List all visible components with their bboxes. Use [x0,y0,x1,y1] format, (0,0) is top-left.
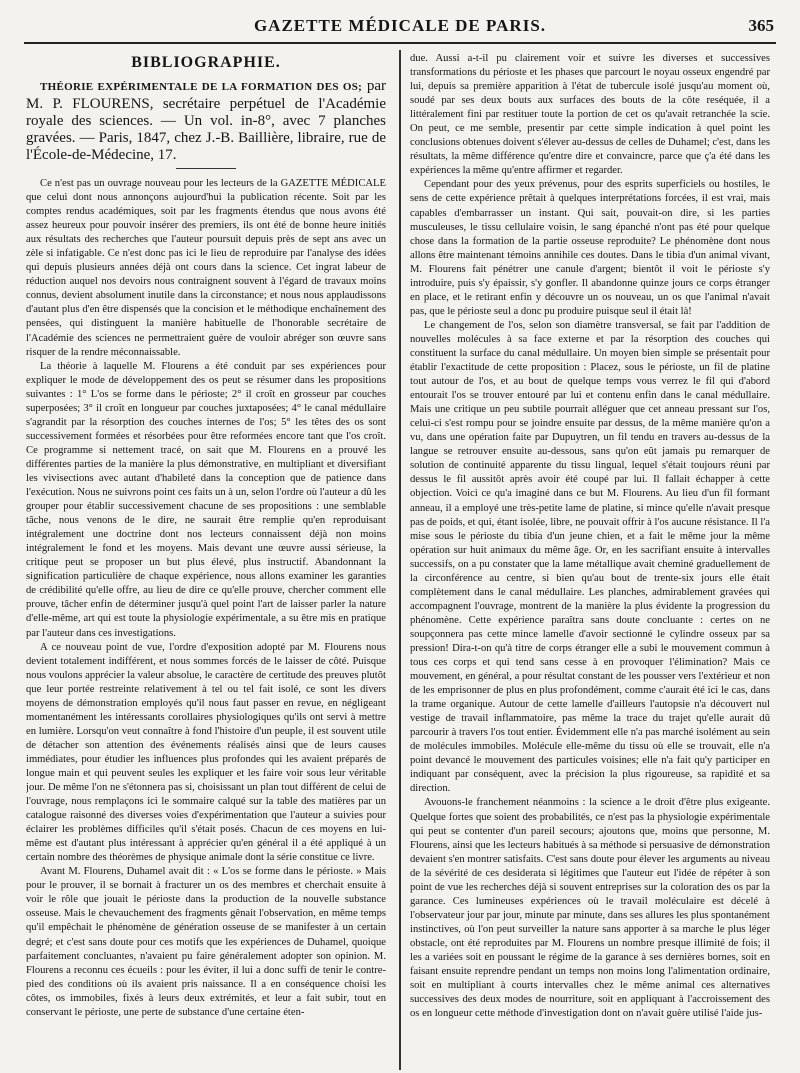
book-title: THÉORIE EXPÉRIMENTALE DE LA FORMATION DES OS; [40,81,363,93]
paragraph: A ce nouveau point de vue, l'ordre d'exposition adopté par M. Flourens nous devient totalement indifférent, et nous sommes forcés de le laisser de côté. Puisque nous voulons apprécier la valeur absolue, le caractère de certitude des preuves plutôt que leur portée restreinte relativement à tel ou tel fait isolé, ce sont les divers moyens de démonstration employés qu'il nous faut passer en revue, en négligeant momentanément les intéressants corollaires physiologiques qu'ils ont servi à mettre en lumière. Lorsqu'on veut connaître à fond l'histoire d'un peuple, il est souvent utile de détacher son attention des événements réalisés ainsi que de leurs causes immédiates, pour étudier les influences plus profondes qui les avaient préparés de longue main et qui peuvent seules les expliquer et les faire voir sous leur véritable jour. De même l'on ne s'étonnera pas si, choisissant un plan tout différent de celui de l'ouvrage, nous remplaçons ici le sommaire calqué sur la table des matières par un catalogue raisonné des diverses voies d'expérimentation que l'auteur a suivies pour éclairer les problèmes difficiles qu'il s'était posés. Chacun de ces moyens en lui-même est d'autant plus intéressant à apprécier qu'en général il a été appliqué à un certain nombre des théorèmes de physique animale dont la série constitue ce livre. [26,641,386,864]
separator [176,168,236,169]
paragraph: Le changement de l'os, selon son diamètre transversal, se fait par l'addition de nouvelles molécules à sa face externe et par la résorption des couches qui constituent la surface du canal médullaire. Un moyen bien simple se présentait pour établir l'exactitude de cette proposition : Placez, sous le périoste, un fil de platine tout autour de l'os, et au bout de quelque temps vous verrez le fil qui d'abord entourait l'os se trouver entouré par lui et contenu enfin dans le canal médullaire. Mais une critique un peu subtile pourrait alléguer que cet anneau pressant sur l'os, celui-ci s'est rompu pour se joindre ensuite par dessus, de la même manière qu'on a vu, dans une opération faite par Dupuytren, un fil tendu en travers au-dessus de la langue se retrouver ensuite au-dessous, sans qu'on eût jamais pu remarquer de solution de continuité apparente du tissu lingual, lequel s'était toujours réuni par dessus le fil aussitôt après avoir été coupé par lui. Il fallait échapper à cette objection. Voici ce qu'a imaginé dans ce but M. Flourens. Au lieu d'un fil formant anneau, il a employé une très-petite lame de platine, si mince qu'elle n'avait presque pas de poids, et qui, étant isolée, libre, ne pouvait offrir à l'os aucune résistance. Il l'a mise sous le périoste du tibia d'un jeune chien, et a fait le même jour la même opération sur huit animaux du même âge. Or, en les sacrifiant ensuite à intervalles successifs, on a pu constater que la lame métallique avait cheminé graduellement de la circonférence au centre, si bien qu'au bout de trente-six jours elle était complètement dans le canal médullaire. Les planches, admirablement gravées qui accompagnent l'ouvrage, montrent de la manière la plus évidente la progression du phénomène. Cette expérience paraîtra sans doute concluante : certes on ne soupçonnera pas cette mince lamelle d'avoir sectionné le cylindre osseux par sa pression! Dira-t-on qu'à titre de corps étranger elle a subi le mouvement commun à tous ces corps et qui tend sans cesse à en provoquer l'élimination? Mais ce mouvement, en général, a pour résultat constant de les pousser vers l'extérieur et non de les emprisonner de plus en plus profondément, comme c'aurait été ici le cas, dans la trame organique. Autour de cette lamelle d'ailleurs l'autopsie n'a découvert nul vestige de travail inflammatoire, pas même la trace du trajet qu'elle aurait dû parcourir à travers l'os tout entier. Évidemment elle n'a pas marché isolément au sein de molécules immobiles. Molécule elle-même du tissu où elle se trouvait, elle n'a point devancé le mouvement des particules voisines; elle n'a fait qu'y participer en indiquant par conséquent, avec la précision la plus rigoureuse, sa rapidité et sa direction. [410,319,770,795]
book-reference [26,78,386,164]
page-header [24,14,776,44]
page-number: 365 [748,16,774,35]
paragraph: Avant M. Flourens, Duhamel avait dit : « L'os se forme dans le périoste. » Mais pour le prouver, il se bornait à fracturer un os des membres et cherchait ensuite à voir le rôle que jouait le périoste dans la production de la nouvelle substance osseuse. Mais le chevauchement des fragments gênait l'observation, en même temps qu'il empêchait le phénomène de génération osseuse de se manifester à un certain degré; et c'est sans doute pour ces motifs que les expériences de Duhamel, quoique parfaitement concluantes, n'avaient pu faire généralement adopter son opinion. M. Flourens a reconnu ces écueils : pour les éviter, il lui a donc suffi de tenir le contre-pied des conditions où ils avaient pris naissance. Il a en conséquence choisi les côtes, os immobiles, fixés à leurs deux extrémités, et leur a fait subir, tout en conservant le périoste, une perte de substance d'une certaine éten- [26,866,386,1018]
right-column [410,52,770,1068]
running-title: GAZETTE MÉDICALE DE PARIS. [253,16,547,35]
left-column [26,52,386,1068]
paragraph: due. Aussi a-t-il pu clairement voir et suivre les diverses et successives transformations du périoste et les phases que parcourt le noyau osseux engendré par lui, depuis sa première apparition à l'état de tubercule isolé jusqu'au moment où, soudé par ses deux bouts aux surfaces des bouts de la côte reséquée, il a littéralement fini par restituer toute la portion de cet os qu'avait retranchée la scie. On peut, ce me semble, presentir par cette simple indication à quel point les conclusions obtenues doivent s'élever au-dessus de celles de Duhamel; c'est, dans les résultats, la même différence qu'entre dire et convaincre, parce que ç'a été dans les expériences la même qu'entre affirmer et regarder. [410,53,770,177]
column-rule [399,50,401,1070]
paragraph: La théorie à laquelle M. Flourens a été conduit par ses expériences pour expliquer le mode de développement des os peut se résumer dans les propositions suivantes : 1° L'os se forme dans le périoste; 2° il croît en grosseur par couches superposées; 3° il croît en longueur par couches juxtaposées; 4° le canal médullaire s'agrandit par la résorption des couches internes de l'os; 5° les têtes des os sont successivement formées et résorbées pour être reformées encore tant que l'os croît. Ce programme si nettement tracé, on sait que M. Flourens en a prouvé les différentes parties de la manière la plus démonstrative, en multipliant et diversifiant les vivisections avec autant d'habileté dans la conception que de patience dans l'exécution. Nous ne suivrons point ces faits un à un, selon l'ordre où l'auteur a dû les grouper pour établir successivement chacune de ses propositions : une semblable tâche, nous venons de le dire, ne saurait être remplie qu'en reproduisant intégralement une doctrine dont nos lecteurs connaissent déjà non moins intégralement le fond et les moyens. Mais devant une œuvre aussi sérieuse, la critique peut se proposer un but plus élevé, plus instructif. Abandonnant la signification particulière de chaque expérience, nous allons examiner les garanties de crédibilité qu'elle offre, au lieu de dire ce qu'elle prouve, chercher comment elle prouve, tâcher enfin de déterminer jusqu'à quel point l'art de laisser parler la nature d'elle-même, art qui est toute la physiologie expérimentale, a su être mis en pratique par l'auteur dans ces investigations. [26,360,386,639]
book-details: par M. P. FLOURENS, secrétaire perpétuel de l'Académie royale des sciences. — Un vol. in-8°, avec 7 planches gravées. — Paris, 1847, chez J.-B. Baillière, libraire, rue de l'École-de-Médecine, 17. [26,78,386,163]
paragraph: Cependant pour des yeux prévenus, pour des esprits superficiels ou hostiles, le sens de cette expérience prêtait à quelques interprétations forcées, il est vrai, mais capables d'embarrasser un instant. Qui sait, pouvait-on dire, si les parties musculeuses, le tissu cellulaire voisin, le sang épanché n'ont pas été pour quelque chose dans la formation de la partie osseuse reproduite? Le phénomène dont nous allons être maintenant témoins annihile ces doutes. Dans le tibia d'un animal vivant, M. Flourens fait pénétrer une canule d'argent; bientôt il voit le périoste s'y introduire, puis s'y épaissir, s'y gonfler. Il abandonne quinze jours ce corps étranger en place, et le retirant enfin y découvre un os nouveau, un os que l'animal n'avait pas, que le périoste seul a donc pu produire puisque seul il était là! [410,179,770,317]
paragraph: Ce n'est pas un ouvrage nouveau pour les lecteurs de la GAZETTE MÉDICALE que celui dont nous annonçons aujourd'hui la publication récente. Soit par les comptes rendus académiques, soit par les fragments étendus que nous avons été assez heureux pour pouvoir insérer des premiers, ils ont été de bonne heure initiés aux résultats des recherches que l'auteur poursuit depuis près de sept ans avec un zèle si infatigable. Ce n'est donc pas ici le lieu de reproduire par l'analyse des idées qui depuis plusieurs années déjà ont cours dans la science. Cet ingrat labeur de réduction auquel nos devoirs nous contraignent souvent à l'égard de travaux moins connus, devient absolument inutile dans la circonstance; et nous nous applaudissons d'autant plus d'en être dispensés que la concision et le méthodique enchaînement des pensées, qui distinguent la manière habituelle de l'honorable secrétaire de l'Académie des sciences ne permettraient guère de vouloir abréger son œuvre sans risquer de la rendre méconnaissable. [26,178,386,358]
section-title: BIBLIOGRAPHIE. [131,54,281,71]
paragraph: Avouons-le franchement néanmoins : la science a le droit d'être plus exigeante. Quelque fortes que soient des probabilités, ce n'est pas la physiologie expérimentale qui peut se contenter d'un pareil secours; ajoutons que, moins que personne, M. Flourens, ainsi que les lecteurs habitués à sa méthode si persuasive de démonstration devaient s'en montrer satisfaits. C'est sans doute pour élever les arguments au niveau de la sévérité de ces desiderata si légitimes que l'auteur eut l'idée de répéter à son point de vue les recherches déjà si souvent entreprises sur la coloration des os par la garance. Ces lumineuses expériences où le travail moléculaire est décelé à l'observateur jour par jour, minute par minute, dans ses allures les plus spontanément instinctives, où l'on peut surveiller la nature sans apporter à sa marche le plus léger obstacle, ont été reproduites par M. Flourens un nombre presque illimité de fois; il les a variées soit en poussant le régime de la garance à ses dernières bornes, soit en faisant ensuite reprendre pendant un temps non moins long l'alimentation ordinaire, soit en multipliant à courts intervalles chez le même animal ces alternatives successives des deux modes de nourriture, soit en appliquant à l'accroissement des os en longueur cette méthode d'investigation dont on n'avait guère utilisé l'aide jus- [410,797,770,1020]
